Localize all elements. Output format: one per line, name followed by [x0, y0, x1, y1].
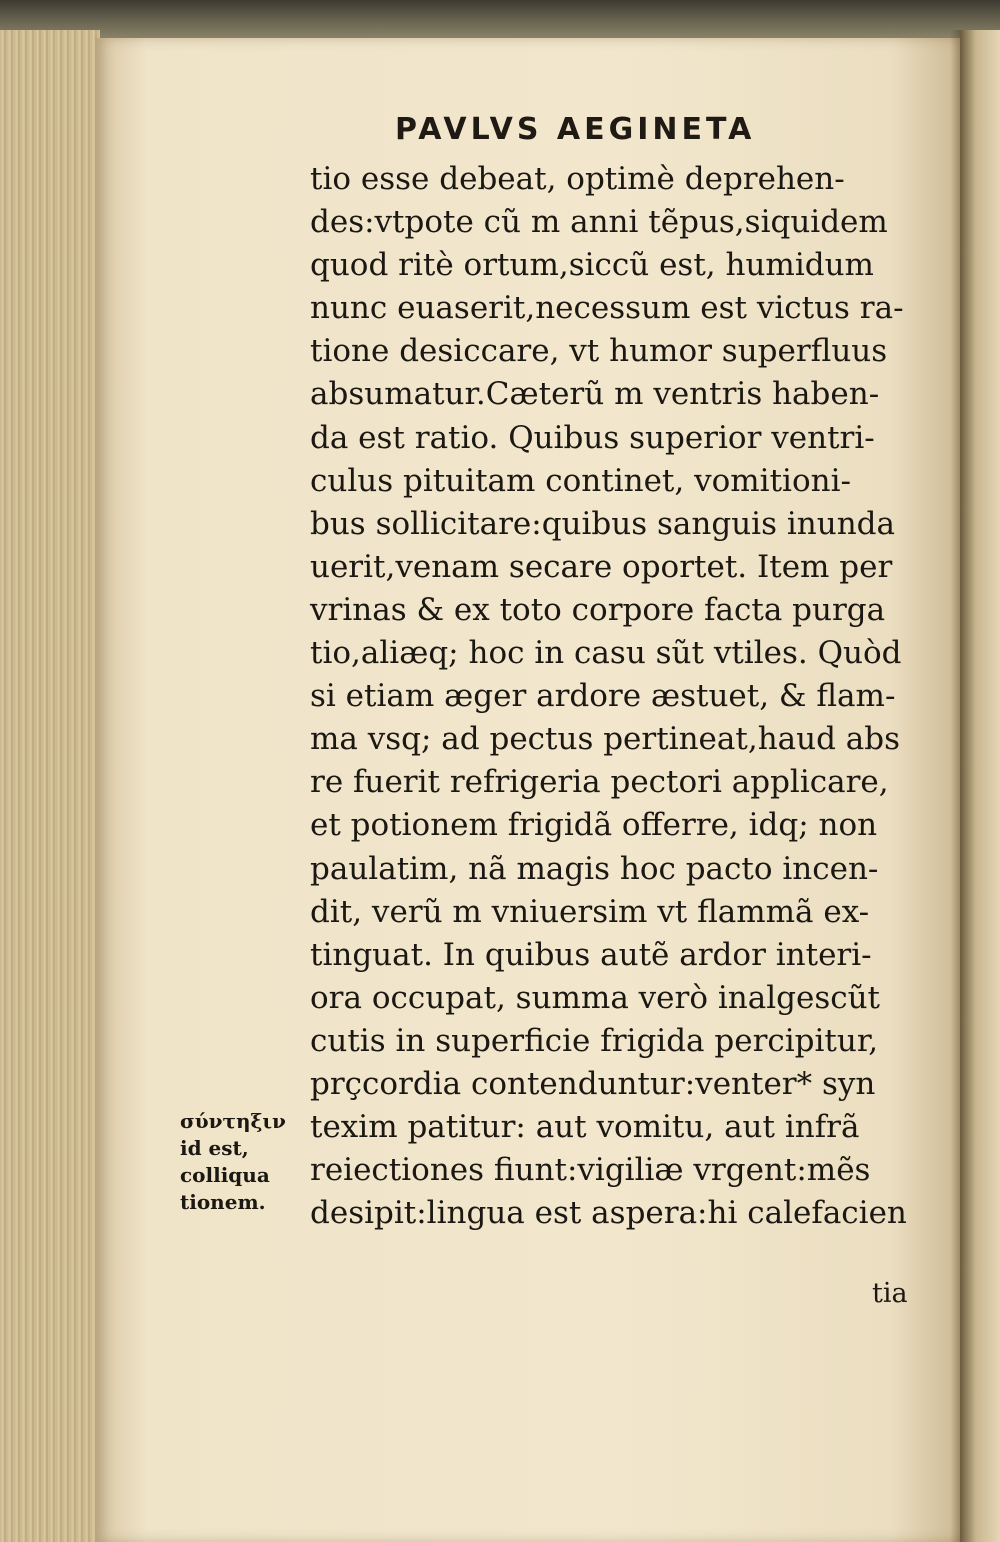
- text-line: texim patitur: aut vomitu, aut infrã: [310, 1109, 860, 1146]
- catchword: tia: [872, 1278, 908, 1309]
- margin-note-line: id est,: [180, 1136, 249, 1160]
- text-line: ora occupat, summa verò inalgescũt: [310, 979, 881, 1016]
- body-text: [310, 158, 940, 1235]
- margin-note-line: tionem.: [180, 1190, 266, 1214]
- text-line: tio,aliæq; hoc in casu sũt vtiles. Quòd: [310, 635, 902, 672]
- text-line: ma vsq; ad pectus pertineat,haud abs: [310, 721, 901, 758]
- text-line: culus pituitam continet, vomitioni-: [310, 462, 851, 499]
- text-line: tione desiccare, vt humor superfluus: [310, 333, 888, 370]
- book-top-edge: [0, 0, 1000, 40]
- text-line: uerit,venam secare oportet. Item per: [310, 548, 893, 585]
- text-line: nunc euaserit,necessum est victus ra-: [310, 290, 904, 327]
- text-line: tinguat. In quibus autẽ ardor interi-: [310, 936, 872, 973]
- running-head: PAVLVS AEGINETA: [395, 112, 756, 147]
- text-line: et potionem frigidã offerre, idq; non: [310, 807, 878, 844]
- text-line: da est ratio. Quibus superior ventri-: [310, 419, 875, 456]
- margin-note-line: colliqua: [180, 1163, 270, 1187]
- text-line: dit, verũ m vniuersim vt flammã ex-: [310, 893, 870, 930]
- text-line: tio esse debeat, optimè deprehen-: [310, 161, 845, 197]
- text-line: cutis in superficie frigida percipitur,: [310, 1022, 879, 1059]
- text-line: si etiam æger ardore æstuet, & flam-: [310, 678, 896, 715]
- text-line: reiectiones fiunt:vigiliæ vrgent:mẽs: [310, 1152, 871, 1189]
- margin-note-line: σύντηξιν: [180, 1109, 286, 1133]
- text-line: des:vtpote cũ m anni tẽpus,siquidem: [310, 204, 888, 241]
- text-line: paulatim, nã magis hoc pacto incen-: [310, 850, 879, 887]
- text-line: vrinas & ex toto corpore facta purga: [310, 591, 886, 628]
- text-line: absumatur.Cæterũ m ventris haben-: [310, 376, 880, 413]
- text-line: re fuerit refrigeria pectori applicare,: [310, 764, 889, 801]
- text-line: prçcordia contenduntur:venter* syn: [310, 1065, 876, 1102]
- text-line: desipit:lingua est aspera:hi calefacien: [310, 1195, 907, 1232]
- page-stack-edges: [0, 30, 100, 1542]
- facing-page-edge: [960, 30, 1000, 1542]
- margin-note: [180, 1108, 305, 1216]
- text-line: quod ritè ortum,siccũ est, humidum: [310, 247, 874, 284]
- text-line: bus sollicitare:quibus sanguis inunda: [310, 505, 895, 542]
